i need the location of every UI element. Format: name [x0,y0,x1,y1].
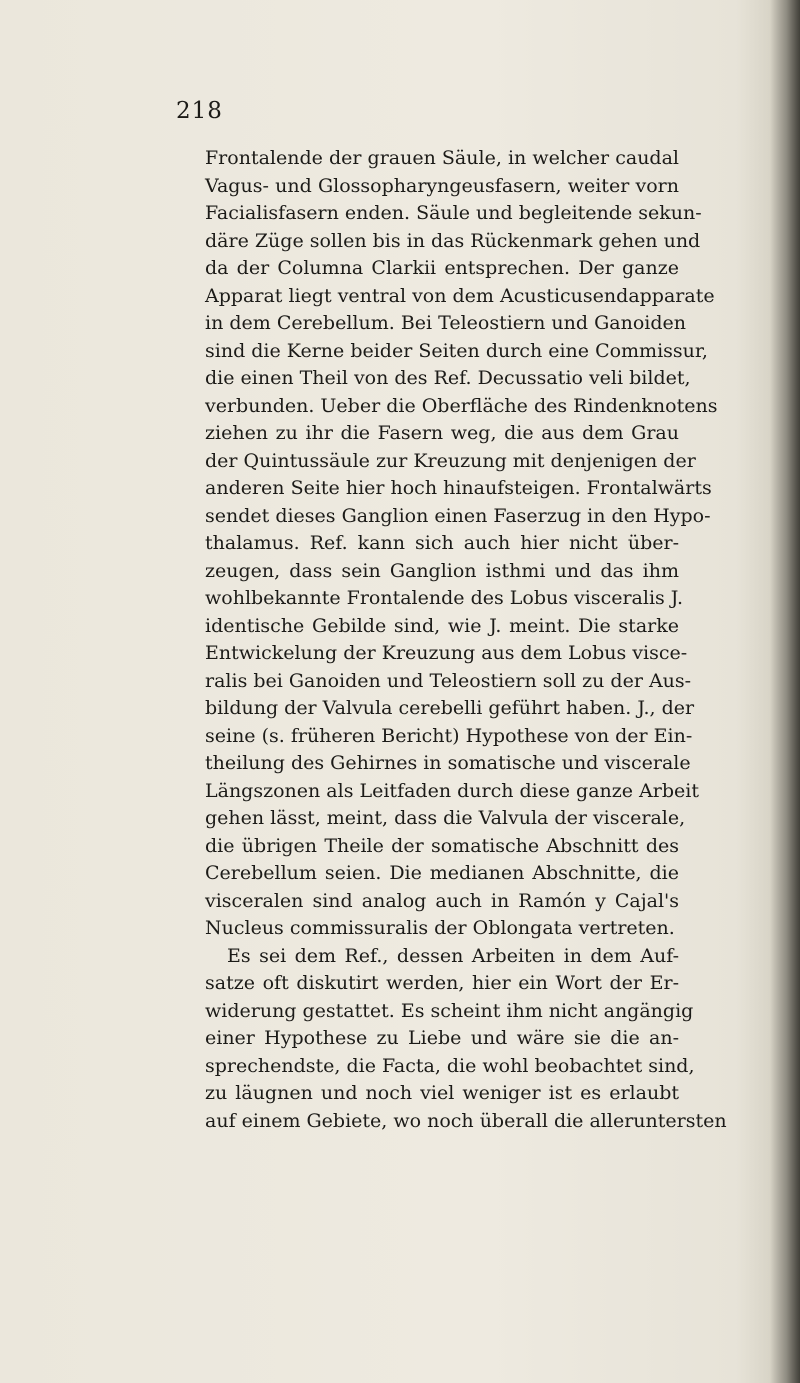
text-line: theilung des Gehirnes in somatische und viscerale [205,752,691,774]
text-line: zeugen, dass sein Ganglion isthmi und das ihm [205,559,679,582]
text-line: verbunden. Ueber die Oberfläche des Rindenknotens [205,394,718,417]
text-line: in dem Cerebellum. Bei Teleostiern und Ganoiden [205,312,686,334]
text-line: da der Columna Clarkii entsprechen. Der ganze [205,257,679,279]
text-line: der Quintussäule zur Kreuzung mit denjenigen der [205,449,696,472]
text-line: ralis bei Ganoiden und Teleostiern soll zu der Aus- [205,669,692,692]
page-number: 218 [176,98,223,124]
text-line: sind die Kerne beider Seiten durch eine Commissur, [205,339,708,362]
text-line: identische Gebilde sind, wie J. meint. Die starke [205,614,679,637]
text-line: satze oft diskutirt werden, hier ein Wort der Er- [205,972,679,994]
text-line: seine (s. früheren Bericht) Hypothese von der Ein- [205,724,693,747]
text-line: zu läugnen und noch viel weniger ist es erlaubt [205,1082,679,1104]
text-line: anderen Seite hier hoch hinaufsteigen. Frontalwärts [205,477,712,499]
text-line: auf einem Gebiete, wo noch überall die alleruntersten [205,1109,727,1132]
page-edge-shadow [770,0,800,1383]
text-line: thalamus. Ref. kann sich auch hier nicht über- [205,532,679,554]
text-line: Entwickelung der Kreuzung aus dem Lobus visce- [205,642,688,664]
text-line: Apparat liegt ventral von dem Acusticusendapparate [205,284,715,307]
text-line: Frontalende der grauen Säule, in welcher caudal [205,147,679,169]
text-line: die einen Theil von des Ref. Decussatio veli bildet, [205,367,691,389]
text-line: Facialisfasern enden. Säule und begleitende sekun- [205,202,702,224]
text-line: die übrigen Theile der somatische Abschnitt des [205,834,679,857]
text-line: widerung gestattet. Es scheint ihm nicht angängig [205,999,694,1022]
body-text [205,145,727,1135]
text-line: sendet dieses Ganglion einen Faserzug in den Hypo- [205,504,711,527]
text-line: Nucleus commissuralis der Oblongata vertreten. [205,917,675,939]
text-line: Cerebellum seien. Die medianen Abschnitte, die [205,862,679,884]
text-line: ziehen zu ihr die Fasern weg, die aus dem Grau [205,422,679,444]
text-line: Längszonen als Leitfaden durch diese ganze Arbeit [205,779,699,802]
text-line: gehen lässt, meint, dass die Valvula der viscerale, [205,807,686,829]
text-line: visceralen sind analog auch in Ramón y Cajal's [205,889,679,912]
text-line: sprechendste, die Facta, die wohl beobachtet sind, [205,1054,695,1077]
text-line: Es sei dem Ref., dessen Arbeiten in dem Auf- [227,944,679,967]
text-line: däre Züge sollen bis in das Rückenmark gehen und [205,229,701,252]
text-line: bildung der Valvula cerebelli geführt haben. J., der [205,697,695,719]
text-line: wohlbekannte Frontalende des Lobus visceralis J. [205,587,683,609]
text-line: einer Hypothese zu Liebe und wäre sie die an- [205,1027,679,1049]
text-line: Vagus- und Glossopharyngeusfasern, weiter vorn [205,174,679,197]
